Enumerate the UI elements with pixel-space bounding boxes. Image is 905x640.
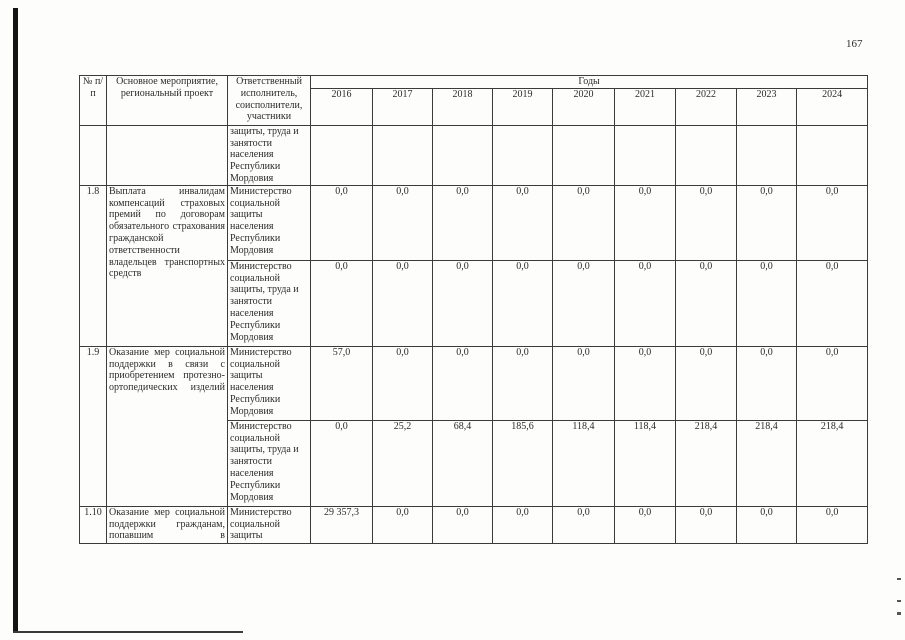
- header-year: 2019: [493, 88, 553, 125]
- cell-value: 0,0: [553, 260, 615, 346]
- table-row-continuation: [80, 125, 868, 185]
- cell-value: 0,0: [737, 185, 797, 260]
- header-num: № п/п: [80, 76, 107, 126]
- cell-value: 0,0: [493, 506, 553, 543]
- cell-num: [80, 125, 107, 185]
- cell-activity: Оказание мер социальной поддержки гражданам, попавшим в: [107, 506, 228, 543]
- cell-value: 218,4: [676, 420, 737, 506]
- cell-value: 0,0: [433, 346, 493, 420]
- cell-num: 1.10: [80, 506, 107, 543]
- cell-num: 1.9: [80, 346, 107, 506]
- cell-value: 0,0: [493, 260, 553, 346]
- cell-value: [311, 125, 373, 185]
- cell-value: 0,0: [311, 420, 373, 506]
- cell-value: 0,0: [797, 260, 868, 346]
- header-year: 2022: [676, 88, 737, 125]
- cell-value: 118,4: [553, 420, 615, 506]
- header-years-label: Годы: [311, 76, 868, 89]
- cell-value: 0,0: [615, 346, 676, 420]
- cell-value: 0,0: [373, 260, 433, 346]
- cell-value: 0,0: [433, 260, 493, 346]
- cell-value: 57,0: [311, 346, 373, 420]
- cell-value: [373, 125, 433, 185]
- cell-executor: Министерство социальной защиты, труда и занятости населения Республики Мордовия: [228, 420, 311, 506]
- cell-num: 1.8: [80, 185, 107, 346]
- scan-speck: [897, 578, 901, 580]
- cell-value: 0,0: [311, 185, 373, 260]
- page-number: 167: [846, 38, 863, 50]
- cell-value: 0,0: [737, 506, 797, 543]
- cell-activity: Оказание мер социальной поддержки в связи с приобретением протезно-ортопедических изделий: [107, 346, 228, 506]
- cell-value: [615, 125, 676, 185]
- cell-executor: Министерство социальной защиты, труда и занятости населения Республики Мордовия: [228, 260, 311, 346]
- cell-value: [553, 125, 615, 185]
- cell-value: 0,0: [553, 185, 615, 260]
- cell-value: 0,0: [737, 260, 797, 346]
- cell-executor: Министерство социальной защиты населения Республики Мордовия: [228, 346, 311, 420]
- table-row-1-10: [80, 506, 868, 543]
- header-row-1: [80, 76, 868, 89]
- cell-activity: [107, 125, 228, 185]
- scan-edge-shadow: [13, 8, 18, 632]
- header-year: 2017: [373, 88, 433, 125]
- header-year: 2018: [433, 88, 493, 125]
- cell-value: 0,0: [797, 506, 868, 543]
- cell-activity: Выплата инвалидам компенсаций страховых премий по договорам обязательного страхования гражданской ответственности владельцев транспортных средств: [107, 185, 228, 346]
- cell-value: 0,0: [493, 185, 553, 260]
- header-activity: Основное мероприятие, региональный проект: [107, 76, 228, 126]
- cell-executor: защиты, труда и занятости населения Республики Мордовия: [228, 125, 311, 185]
- cell-value: 0,0: [373, 346, 433, 420]
- program-table: [79, 75, 868, 544]
- cell-value: 0,0: [553, 346, 615, 420]
- cell-value: 0,0: [615, 260, 676, 346]
- cell-value: 185,6: [493, 420, 553, 506]
- header-executor: Ответственный исполнитель, соисполнители, участники: [228, 76, 311, 126]
- table-row-1-9-a: [80, 346, 868, 420]
- cell-value: 0,0: [797, 185, 868, 260]
- cell-value: 0,0: [676, 185, 737, 260]
- header-year: 2024: [797, 88, 868, 125]
- header-year: 2020: [553, 88, 615, 125]
- cell-value: 0,0: [797, 346, 868, 420]
- cell-executor: Министерство социальной защиты: [228, 506, 311, 543]
- cell-value: 25,2: [373, 420, 433, 506]
- cell-value: 0,0: [433, 506, 493, 543]
- cell-value: [433, 125, 493, 185]
- cell-value: 29 357,3: [311, 506, 373, 543]
- cell-value: [737, 125, 797, 185]
- cell-value: 0,0: [373, 506, 433, 543]
- scan-speck: [897, 612, 901, 615]
- cell-value: 118,4: [615, 420, 676, 506]
- cell-value: 218,4: [797, 420, 868, 506]
- cell-value: 0,0: [615, 506, 676, 543]
- cell-value: 0,0: [493, 346, 553, 420]
- cell-value: 0,0: [676, 260, 737, 346]
- cell-value: 0,0: [553, 506, 615, 543]
- cell-value: [493, 125, 553, 185]
- scan-speck: [897, 600, 901, 602]
- header-year: 2016: [311, 88, 373, 125]
- cell-value: 0,0: [737, 346, 797, 420]
- header-year: 2021: [615, 88, 676, 125]
- cell-value: [797, 125, 868, 185]
- header-year: 2023: [737, 88, 797, 125]
- cell-value: 0,0: [311, 260, 373, 346]
- cell-executor: Министерство социальной защиты населения Республики Мордовия: [228, 185, 311, 260]
- cell-value: 0,0: [676, 346, 737, 420]
- cell-value: 68,4: [433, 420, 493, 506]
- scan-bottom-line: [13, 631, 243, 633]
- cell-value: [676, 125, 737, 185]
- cell-value: 218,4: [737, 420, 797, 506]
- cell-value: 0,0: [676, 506, 737, 543]
- table-row-1-8-a: [80, 185, 868, 260]
- cell-value: 0,0: [373, 185, 433, 260]
- cell-value: 0,0: [615, 185, 676, 260]
- cell-value: 0,0: [433, 185, 493, 260]
